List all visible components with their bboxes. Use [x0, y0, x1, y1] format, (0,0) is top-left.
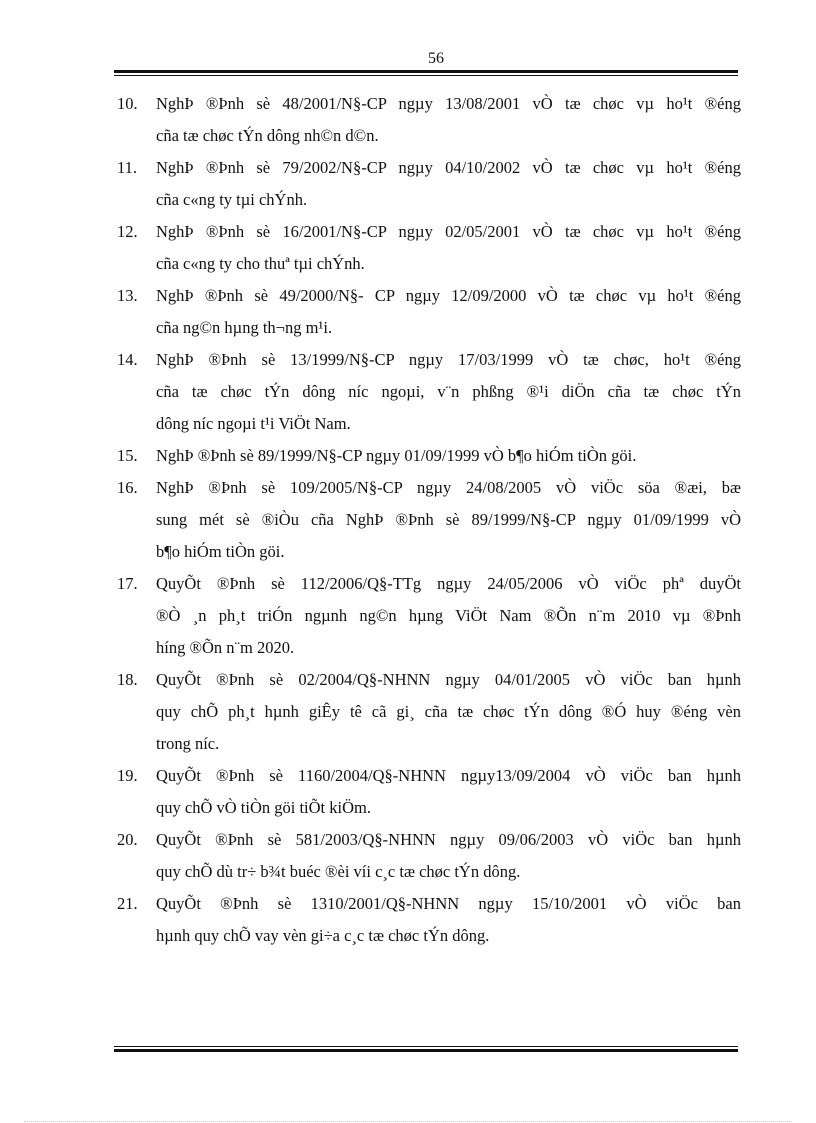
reference-text-line: ®Ò ¸n ph¸t triÓn ngµnh ng©n hµng ViÖt Nam ®Õn n¨m 2010 vµ ®Þnh: [156, 606, 741, 625]
reference-text-line: trong níc.: [156, 734, 220, 753]
reference-item: [117, 760, 741, 824]
reference-text-line: QuyÕt ®Þnh sè 1310/2001/Q§-NHNN ngµy 15/10/2001 vÒ viÖc ban: [156, 894, 741, 913]
reference-text-line: cña tæ chøc tÝn dông nh©n d©n.: [156, 126, 379, 145]
reference-item: [117, 344, 741, 440]
reference-text-line: QuyÕt ®Þnh sè 02/2004/Q§-NHNN ngµy 04/01/2005 vÒ viÖc ban hµnh: [156, 670, 741, 689]
reference-item: [117, 216, 741, 280]
reference-text-line: cña c«ng ty cho thuª tµi chÝnh.: [156, 254, 365, 273]
reference-item: [117, 280, 741, 344]
reference-item: [117, 152, 741, 216]
reference-text-line: híng ®Õn n¨m 2020.: [156, 638, 295, 657]
reference-text-line: NghÞ ®Þnh sè 79/2002/N§-CP ngµy 04/10/2002 vÒ tæ chøc vµ ho¹t ®éng: [156, 158, 741, 177]
reference-item: [117, 440, 741, 472]
reference-item: [117, 824, 741, 888]
reference-number: 12.: [117, 222, 138, 241]
reference-text-line: NghÞ ®Þnh sè 16/2001/N§-CP ngµy 02/05/2001 vÒ tæ chøc vµ ho¹t ®éng: [156, 222, 741, 241]
reference-text-line: QuyÕt ®Þnh sè 1160/2004/Q§-NHNN ngµy13/09/2004 vÒ viÖc ban hµnh: [156, 766, 741, 785]
reference-text-line: cña tæ chøc tÝn dông níc ngoµi, v¨n phßng ®¹i diÖn cña tæ chøc tÝn: [156, 382, 741, 401]
reference-item: [117, 568, 741, 664]
reference-text-line: cña c«ng ty tµi chÝnh.: [156, 190, 308, 209]
reference-number: 11.: [117, 158, 138, 177]
reference-text-line: NghÞ ®Þnh sè 48/2001/N§-CP ngµy 13/08/2001 vÒ tæ chøc vµ ho¹t ®éng: [156, 94, 741, 113]
reference-text-line: NghÞ ®Þnh sè 13/1999/N§-CP ngµy 17/03/1999 vÒ tæ chøc, ho¹t ®éng: [156, 350, 741, 369]
reference-item: [117, 472, 741, 568]
reference-list: [117, 88, 741, 952]
reference-number: 15.: [117, 446, 138, 465]
reference-text-line: quy chÕ vÒ tiÒn göi tiÕt kiÖm.: [156, 798, 371, 817]
reference-number: 10.: [117, 94, 138, 113]
reference-text-line: QuyÕt ®Þnh sè 581/2003/Q§-NHNN ngµy 09/06/2003 vÒ viÖc ban hµnh: [156, 830, 741, 849]
header-rule: [114, 70, 738, 76]
reference-text-line: sung mét sè ®iÒu cña NghÞ ®Þnh sè 89/1999/N§-CP ngµy 01/09/1999 vÒ: [156, 510, 741, 529]
reference-item: [117, 88, 741, 152]
reference-text-line: dông níc ngoµi t¹i ViÖt Nam.: [156, 414, 351, 433]
reference-number: 21.: [117, 894, 138, 913]
reference-text-line: cña ng©n hµng th¬ng m¹i.: [156, 318, 333, 337]
reference-number: 20.: [117, 830, 138, 849]
reference-text-line: NghÞ ®Þnh sè 109/2005/N§-CP ngµy 24/08/2005 vÒ viÖc söa ®æi, bæ: [156, 478, 741, 497]
reference-text-line: NghÞ ®Þnh sè 49/2000/N§- CP ngµy 12/09/2000 vÒ tæ chøc vµ ho¹t ®éng: [156, 286, 741, 305]
reference-number: 16.: [117, 478, 138, 497]
reference-text-line: b¶o hiÓm tiÒn göi.: [156, 542, 285, 561]
page-number: 56: [428, 50, 444, 67]
reference-item: [117, 888, 741, 952]
reference-text-line: QuyÕt ®Þnh sè 112/2006/Q§-TTg ngµy 24/05/2006 vÒ viÖc phª duyÖt: [156, 574, 741, 593]
reference-number: 13.: [117, 286, 138, 305]
reference-text-line: quy chÕ dù tr÷ b¾t buéc ®èi víi c¸c tæ chøc tÝn dông.: [156, 862, 521, 881]
page-bottom-border: [24, 1121, 792, 1122]
reference-text-line: hµnh quy chÕ vay vèn gi÷a c¸c tæ chøc tÝn dông.: [156, 926, 490, 945]
footer-rule: [114, 1046, 738, 1052]
reference-number: 19.: [117, 766, 138, 785]
reference-number: 14.: [117, 350, 138, 369]
reference-number: 17.: [117, 574, 138, 593]
reference-text-line: quy chÕ ph¸t hµnh giÊy tê cã gi¸ cña tæ chøc tÝn dông ®Ó huy ®éng vèn: [156, 702, 741, 721]
reference-text-line: NghÞ ®Þnh sè 89/1999/N§-CP ngµy 01/09/1999 vÒ b¶o hiÓm tiÒn göi.: [156, 446, 637, 465]
reference-number: 18.: [117, 670, 138, 689]
reference-item: [117, 664, 741, 760]
